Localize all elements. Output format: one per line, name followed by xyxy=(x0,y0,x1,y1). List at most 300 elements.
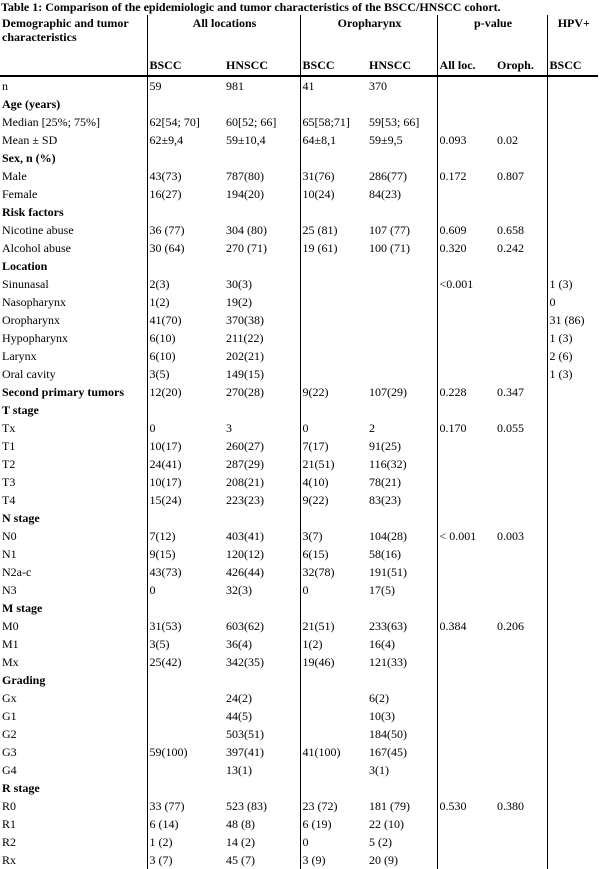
table-cell xyxy=(547,761,598,779)
table-cell: 59±10,4 xyxy=(224,131,300,149)
table-cell: 1(2) xyxy=(149,295,170,309)
table-cell xyxy=(224,257,300,275)
table-cell: 6 (14) xyxy=(149,817,179,831)
table-cell xyxy=(495,203,547,221)
row-label: N1 xyxy=(0,545,147,563)
table-cell: 223(23) xyxy=(224,491,300,509)
table-cell: 2 (6) xyxy=(549,349,573,363)
table-cell: 0 xyxy=(302,583,309,597)
table-cell xyxy=(367,293,437,311)
row-label: R1 xyxy=(0,815,147,833)
table-cell xyxy=(224,509,300,527)
header-group-p-value: p-value xyxy=(437,15,547,50)
table-cell xyxy=(300,95,367,113)
table-cell xyxy=(300,329,367,347)
table-row xyxy=(0,527,598,545)
table-row xyxy=(0,455,598,473)
table-cell xyxy=(367,365,437,383)
table-body xyxy=(0,76,598,869)
table-cell: 13(1) xyxy=(224,761,300,779)
table-row xyxy=(0,401,598,419)
table-cell: 107 (77) xyxy=(367,221,437,239)
table-cell xyxy=(437,185,495,203)
table-cell xyxy=(300,257,367,275)
table-cell xyxy=(437,365,495,383)
table-cell xyxy=(147,707,224,725)
row-label: Male xyxy=(0,167,147,185)
table-cell xyxy=(437,851,495,869)
row-label: M1 xyxy=(0,635,147,653)
table-cell: 403(41) xyxy=(224,527,300,545)
table-cell: 31 (86) xyxy=(549,313,585,327)
table-header xyxy=(0,15,598,76)
table-cell xyxy=(437,257,495,275)
table-cell: 0.003 xyxy=(495,527,547,545)
table-cell xyxy=(367,311,437,329)
table-cell: 44(5) xyxy=(224,707,300,725)
table-cell: 9(22) xyxy=(302,493,329,507)
table-cell xyxy=(495,365,547,383)
table-row xyxy=(0,311,598,329)
header-sub-bscc: BSCC xyxy=(547,50,598,76)
table-cell: 10(17) xyxy=(149,439,182,453)
table-cell: 33 (77) xyxy=(149,799,185,813)
table-cell xyxy=(495,76,547,95)
table-cell: 84(23) xyxy=(367,185,437,203)
table-cell: 0.380 xyxy=(495,797,547,815)
table-cell xyxy=(300,365,367,383)
table-cell: 104(28) xyxy=(367,527,437,545)
table-cell: 370 xyxy=(367,76,437,95)
table-cell xyxy=(495,653,547,671)
table-cell: 64±8,1 xyxy=(302,133,337,147)
table-cell xyxy=(367,149,437,167)
table-cell: 0.807 xyxy=(495,167,547,185)
table-cell xyxy=(224,95,300,113)
row-label: Alcohol abuse xyxy=(0,239,147,257)
header-sub-blank xyxy=(0,50,147,76)
table-cell: 41(100) xyxy=(302,745,341,759)
table-cell xyxy=(367,401,437,419)
table-cell: 233(63) xyxy=(367,617,437,635)
table-row xyxy=(0,239,598,257)
table-cell xyxy=(300,203,367,221)
table-cell xyxy=(300,275,367,293)
table-cell xyxy=(547,437,598,455)
row-label: Tx xyxy=(0,419,147,437)
table-cell: 3 (9) xyxy=(302,853,326,867)
table-cell: 14 (2) xyxy=(224,833,300,851)
table-cell xyxy=(495,761,547,779)
table-cell xyxy=(437,347,495,365)
row-label: G3 xyxy=(0,743,147,761)
table-cell: 211(22) xyxy=(224,329,300,347)
table-cell: 16(27) xyxy=(149,187,182,201)
table-cell xyxy=(300,509,367,527)
header-sub-hnscc: HNSCC xyxy=(224,50,300,76)
table-cell xyxy=(437,671,495,689)
table-row xyxy=(0,329,598,347)
table-row xyxy=(0,509,598,527)
table-row xyxy=(0,581,598,599)
table-cell: 426(44) xyxy=(224,563,300,581)
table-cell xyxy=(367,509,437,527)
table-cell: 184(50) xyxy=(367,725,437,743)
table-cell: 78(21) xyxy=(367,473,437,491)
table-cell xyxy=(547,257,598,275)
table-row xyxy=(0,203,598,221)
table-cell: 981 xyxy=(224,76,300,95)
table-cell xyxy=(147,689,224,707)
table-cell xyxy=(495,437,547,455)
table-row xyxy=(0,473,598,491)
table-cell: 0 xyxy=(549,295,556,309)
table-cell xyxy=(495,311,547,329)
table-cell: 397(41) xyxy=(224,743,300,761)
table-cell: 30 (64) xyxy=(149,241,185,255)
row-label: G4 xyxy=(0,761,147,779)
table-cell xyxy=(547,833,598,851)
table-cell: 10(17) xyxy=(149,475,182,489)
table-cell xyxy=(300,725,367,743)
table-cell: 0.384 xyxy=(439,619,467,633)
table-cell: 0 xyxy=(149,421,156,435)
row-label: Mean ± SD xyxy=(0,131,147,149)
table-cell xyxy=(495,581,547,599)
table-cell: 36 (77) xyxy=(149,223,185,237)
table-cell: 6(2) xyxy=(367,689,437,707)
table-cell: 0.206 xyxy=(495,617,547,635)
table-cell: 45 (7) xyxy=(224,851,300,869)
header-group-oropharynx: Oropharynx xyxy=(300,15,437,50)
table-cell: 2(3) xyxy=(149,277,170,291)
table-row xyxy=(0,113,598,131)
table-cell: 58(16) xyxy=(367,545,437,563)
table-row xyxy=(0,689,598,707)
table-title: Table 1: Comparison of the epidemiologic and tumor characteristics of the BSCC/HNSCC cohort. xyxy=(1,0,501,14)
table-cell xyxy=(437,76,495,95)
table-cell xyxy=(437,113,495,131)
table-cell xyxy=(300,671,367,689)
table-cell: 21(51) xyxy=(302,457,335,471)
table-cell xyxy=(147,779,224,797)
table-row xyxy=(0,131,598,149)
header-group-hpv: HPV+ xyxy=(557,16,590,30)
table-cell: 370(38) xyxy=(224,311,300,329)
table-cell xyxy=(147,257,224,275)
row-label: Oropharynx xyxy=(0,311,147,329)
table-cell: 83(23) xyxy=(367,491,437,509)
table-row xyxy=(0,761,598,779)
table-cell xyxy=(547,563,598,581)
table-cell xyxy=(437,743,495,761)
table-row xyxy=(0,779,598,797)
table-cell: 116(32) xyxy=(367,455,437,473)
table-cell xyxy=(367,779,437,797)
table-cell xyxy=(437,329,495,347)
table-cell xyxy=(147,671,224,689)
table-cell: 48 (8) xyxy=(224,815,300,833)
table-cell xyxy=(547,725,598,743)
table-cell xyxy=(437,401,495,419)
table-cell: 1 (3) xyxy=(549,277,573,291)
row-label: N2a-c xyxy=(0,563,147,581)
table-row xyxy=(0,383,598,401)
table-cell: 6(10) xyxy=(149,331,176,345)
table-cell xyxy=(367,671,437,689)
table-cell: 0.228 xyxy=(439,385,467,399)
table-cell xyxy=(147,401,224,419)
table-cell: 41(70) xyxy=(149,313,182,327)
row-label: Nicotine abuse xyxy=(0,221,147,239)
row-label: Median [25%; 75%] xyxy=(0,113,147,131)
table-cell xyxy=(495,563,547,581)
table-cell xyxy=(495,671,547,689)
table-row xyxy=(0,167,598,185)
row-label: n xyxy=(0,76,147,95)
table-cell: 60[52; 66] xyxy=(224,113,300,131)
table-cell xyxy=(547,185,598,203)
table-cell: 3 xyxy=(224,419,300,437)
table-cell: 21(51) xyxy=(302,619,335,633)
header-sub-hnscc: HNSCC xyxy=(367,50,437,76)
table-cell: 167(45) xyxy=(367,743,437,761)
row-label: T1 xyxy=(0,437,147,455)
header-group-row xyxy=(0,15,598,50)
table-cell: 7(17) xyxy=(302,439,329,453)
table-cell xyxy=(147,509,224,527)
table-cell xyxy=(147,203,224,221)
table-row xyxy=(0,599,598,617)
table-cell: 59(100) xyxy=(149,745,188,759)
table-cell xyxy=(495,689,547,707)
table-cell: 12(20) xyxy=(149,385,182,399)
table-cell xyxy=(495,185,547,203)
table-cell: 0.347 xyxy=(495,383,547,401)
header-group-all-locations: All locations xyxy=(147,15,300,50)
table-cell xyxy=(437,455,495,473)
table-row xyxy=(0,743,598,761)
table-cell xyxy=(547,167,598,185)
table-cell xyxy=(547,653,598,671)
table-cell xyxy=(437,581,495,599)
table-cell xyxy=(547,509,598,527)
row-label: G2 xyxy=(0,725,147,743)
table-cell xyxy=(367,95,437,113)
table-cell xyxy=(437,635,495,653)
row-label: R0 xyxy=(0,797,147,815)
table-cell xyxy=(495,113,547,131)
table-cell xyxy=(547,419,598,437)
table-cell xyxy=(437,779,495,797)
table-cell xyxy=(300,401,367,419)
table-cell xyxy=(300,761,367,779)
header-characteristics: Demographic and tumor characteristics xyxy=(0,15,147,50)
table-cell: 24(41) xyxy=(149,457,182,471)
table-cell xyxy=(367,599,437,617)
table-cell xyxy=(495,779,547,797)
table-row xyxy=(0,833,598,851)
table-cell: 181 (79) xyxy=(367,797,437,815)
table-cell xyxy=(367,275,437,293)
row-label: N0 xyxy=(0,527,147,545)
row-category-label: N stage xyxy=(0,509,147,527)
table-cell: 59±9,5 xyxy=(367,131,437,149)
row-label: M0 xyxy=(0,617,147,635)
table-cell: 603(62) xyxy=(224,617,300,635)
table-cell: 1 (2) xyxy=(149,835,173,849)
row-category-label: Risk factors xyxy=(0,203,147,221)
table-cell xyxy=(147,725,224,743)
table-cell: 91(25) xyxy=(367,437,437,455)
table-cell: 25 (81) xyxy=(302,223,338,237)
table-cell: 6(10) xyxy=(149,349,176,363)
table-cell xyxy=(300,149,367,167)
row-category-label: Sex, n (%) xyxy=(0,149,147,167)
table-cell xyxy=(300,311,367,329)
table-cell xyxy=(437,725,495,743)
table-cell: 304 (80) xyxy=(224,221,300,239)
table-cell: 10(24) xyxy=(302,187,335,201)
table-cell xyxy=(495,401,547,419)
table-cell: 32(78) xyxy=(302,565,335,579)
header-sub-bscc: BSCC xyxy=(300,50,367,76)
table-cell: 1 (3) xyxy=(549,331,573,345)
table-cell xyxy=(437,653,495,671)
row-label: Mx xyxy=(0,653,147,671)
table-cell xyxy=(547,797,598,815)
table-cell xyxy=(547,689,598,707)
table-row xyxy=(0,257,598,275)
table-cell xyxy=(147,761,224,779)
table-cell xyxy=(547,851,598,869)
table-cell xyxy=(495,149,547,167)
table-cell xyxy=(495,545,547,563)
table-cell: 30(3) xyxy=(224,275,300,293)
table-cell xyxy=(547,76,598,95)
table-cell xyxy=(437,203,495,221)
table-cell xyxy=(547,779,598,797)
row-label: R2 xyxy=(0,833,147,851)
table-cell xyxy=(495,725,547,743)
table-cell: 36(4) xyxy=(224,635,300,653)
table-cell: 260(27) xyxy=(224,437,300,455)
table-cell: 194(20) xyxy=(224,185,300,203)
table-cell xyxy=(437,95,495,113)
table-cell: 523 (83) xyxy=(224,797,300,815)
row-label: Larynx xyxy=(0,347,147,365)
table-cell xyxy=(147,599,224,617)
table-cell xyxy=(437,833,495,851)
table-cell xyxy=(547,239,598,257)
table-cell xyxy=(547,635,598,653)
table-row xyxy=(0,419,598,437)
table-cell: 65[58;71] xyxy=(302,115,350,129)
table-row xyxy=(0,221,598,239)
table-cell xyxy=(300,599,367,617)
table-cell xyxy=(437,563,495,581)
table-cell xyxy=(495,635,547,653)
table-cell: 0.093 xyxy=(439,133,467,147)
row-category-label: Age (years) xyxy=(0,95,147,113)
table-cell: 121(33) xyxy=(367,653,437,671)
table-row xyxy=(0,95,598,113)
table-cell xyxy=(547,545,598,563)
table-cell xyxy=(547,221,598,239)
table-row xyxy=(0,347,598,365)
table-cell xyxy=(547,113,598,131)
table-row xyxy=(0,815,598,833)
table-cell: 19(2) xyxy=(224,293,300,311)
table-cell: 3 (7) xyxy=(149,853,173,867)
table-cell: 0.170 xyxy=(439,421,467,435)
table-cell: 32(3) xyxy=(224,581,300,599)
table-cell xyxy=(495,275,547,293)
table-cell xyxy=(547,815,598,833)
table-cell: 1 (3) xyxy=(549,367,573,381)
table-cell xyxy=(547,203,598,221)
table-cell xyxy=(367,203,437,221)
table-cell: 3(1) xyxy=(367,761,437,779)
table-cell: 4(10) xyxy=(302,475,329,489)
table-cell: 3(5) xyxy=(149,637,170,651)
row-label: T2 xyxy=(0,455,147,473)
table-row xyxy=(0,851,598,869)
table-cell xyxy=(547,743,598,761)
table-cell: 43(73) xyxy=(149,565,182,579)
table-cell: 0.055 xyxy=(495,419,547,437)
table-cell xyxy=(547,671,598,689)
row-category-label: Grading xyxy=(0,671,147,689)
table-row xyxy=(0,797,598,815)
table-row xyxy=(0,563,598,581)
table-cell xyxy=(547,401,598,419)
table-cell: 503(51) xyxy=(224,725,300,743)
table-cell: 15(24) xyxy=(149,493,182,507)
table-cell: 2 xyxy=(367,419,437,437)
table-cell xyxy=(547,95,598,113)
row-category-label: Second primary tumors xyxy=(0,383,147,401)
table-cell: 208(21) xyxy=(224,473,300,491)
table-cell: 120(12) xyxy=(224,545,300,563)
row-label: Oral cavity xyxy=(0,365,147,383)
table-cell xyxy=(547,581,598,599)
table-row xyxy=(0,437,598,455)
table-cell xyxy=(437,491,495,509)
table-cell: 24(2) xyxy=(224,689,300,707)
table-cell: 270(28) xyxy=(224,383,300,401)
table-row xyxy=(0,635,598,653)
row-label: Sinunasal xyxy=(0,275,147,293)
table-cell: 0.609 xyxy=(439,223,467,237)
table-row xyxy=(0,149,598,167)
table-cell xyxy=(547,599,598,617)
table-cell: 6 (19) xyxy=(302,817,332,831)
table-cell: 0.172 xyxy=(439,169,467,183)
row-label: Gx xyxy=(0,689,147,707)
table-cell: 59 xyxy=(149,79,162,93)
table-cell: 0 xyxy=(302,835,309,849)
table-cell xyxy=(224,599,300,617)
table-cell: 0.242 xyxy=(495,239,547,257)
table-row xyxy=(0,671,598,689)
table-cell xyxy=(367,329,437,347)
table-row xyxy=(0,707,598,725)
table-cell: 0 xyxy=(149,583,156,597)
table-cell xyxy=(224,401,300,419)
table-cell xyxy=(547,707,598,725)
table-cell: 202(21) xyxy=(224,347,300,365)
